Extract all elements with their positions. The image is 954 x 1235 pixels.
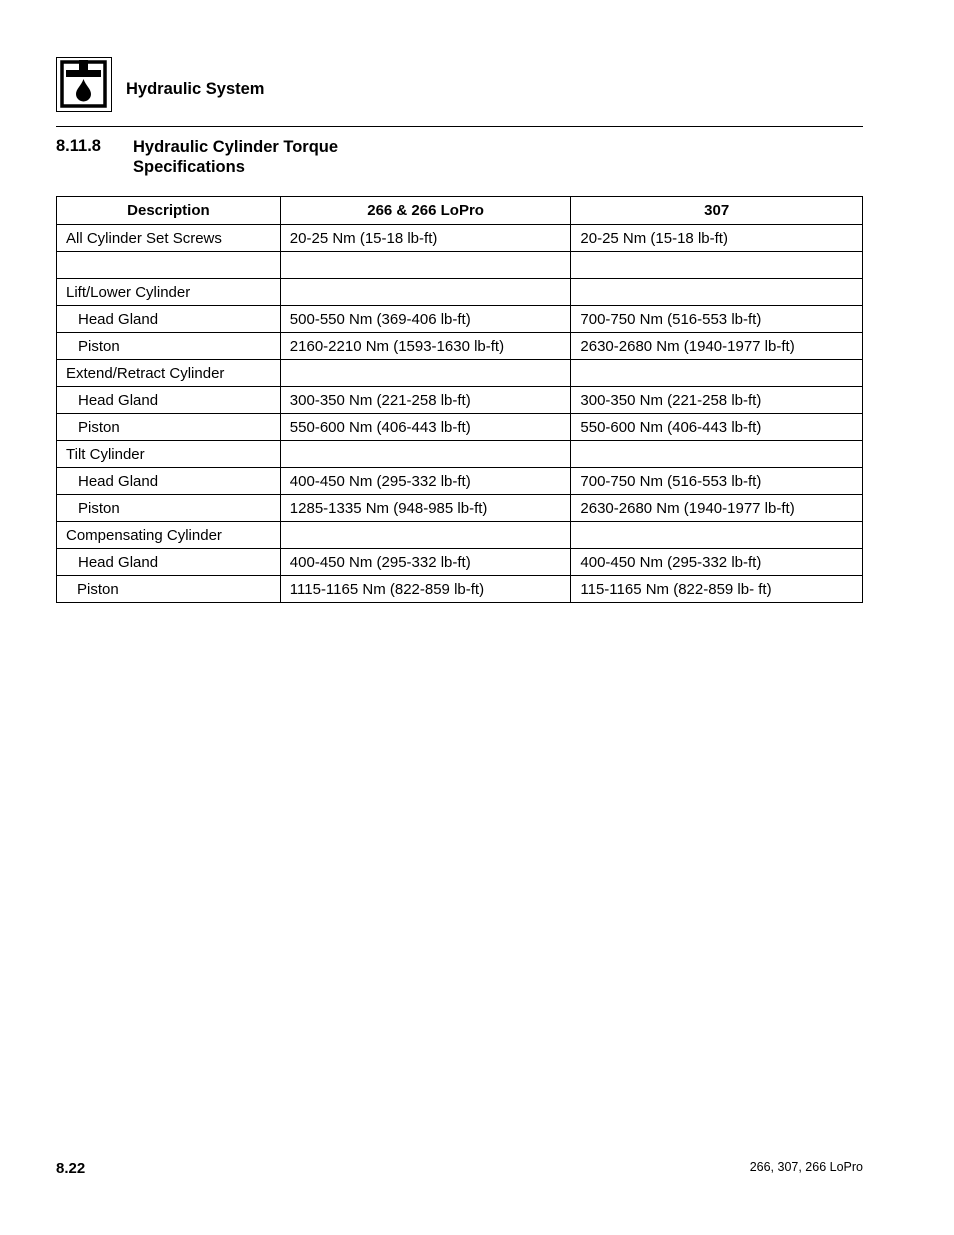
spec-266-cell (280, 252, 571, 279)
spec-307-cell (571, 522, 863, 549)
description-cell: Head Gland (57, 306, 281, 333)
spec-307-cell: 2630-2680 Nm (1940-1977 lb-ft) (571, 495, 863, 522)
table-row (57, 360, 863, 387)
table-row (57, 225, 863, 252)
footer-models: 266, 307, 266 LoPro (749, 1160, 863, 1174)
description-cell: Piston (57, 576, 281, 603)
column-header-266: 266 & 266 LoPro (280, 197, 571, 225)
spec-307-cell (571, 441, 863, 468)
spec-266-cell (280, 441, 571, 468)
spec-307-cell (571, 279, 863, 306)
section-title-line1: Hydraulic Cylinder Torque (133, 138, 339, 156)
spec-266-cell: 400-450 Nm (295-332 lb-ft) (280, 549, 571, 576)
table-header-row (57, 197, 863, 225)
section-title-line2: Specifications (133, 158, 245, 176)
spec-266-cell: 1115-1165 Nm (822-859 lb-ft) (280, 576, 571, 603)
description-cell: Head Gland (57, 549, 281, 576)
description-cell: Piston (57, 414, 281, 441)
description-cell: Head Gland (57, 387, 281, 414)
page-number: 8.22 (56, 1160, 86, 1177)
header-divider (56, 126, 863, 127)
table-row (57, 522, 863, 549)
spec-307-cell: 550-600 Nm (406-443 lb-ft) (571, 414, 863, 441)
table-row (57, 441, 863, 468)
column-header-description: Description (57, 197, 281, 225)
description-cell (57, 252, 281, 279)
description-cell: Lift/Lower Cylinder (57, 279, 281, 306)
table-row (57, 387, 863, 414)
spec-307-cell (571, 360, 863, 387)
spec-307-cell: 700-750 Nm (516-553 lb-ft) (571, 306, 863, 333)
spec-266-cell (280, 522, 571, 549)
table-row (57, 333, 863, 360)
table-row (57, 495, 863, 522)
description-cell: Compensating Cylinder (57, 522, 281, 549)
description-cell: All Cylinder Set Screws (57, 225, 281, 252)
description-cell: Piston (57, 495, 281, 522)
section-name: Hydraulic System (126, 80, 265, 98)
table-row (57, 252, 863, 279)
spec-307-cell: 115-1165 Nm (822-859 lb- ft) (571, 576, 863, 603)
spec-266-cell: 1285-1335 Nm (948-985 lb-ft) (280, 495, 571, 522)
spec-307-cell: 20-25 Nm (15-18 lb-ft) (571, 225, 863, 252)
description-cell: Head Gland (57, 468, 281, 495)
spec-266-cell: 300-350 Nm (221-258 lb-ft) (280, 387, 571, 414)
torque-spec-table (56, 196, 863, 603)
table-row (57, 549, 863, 576)
hydraulic-system-icon (56, 57, 112, 112)
section-title (133, 137, 338, 177)
column-header-307: 307 (571, 197, 863, 225)
spec-266-cell: 2160-2210 Nm (1593-1630 lb-ft) (280, 333, 571, 360)
section-number: 8.11.8 (56, 137, 101, 155)
table-row (57, 576, 863, 603)
spec-307-cell (571, 252, 863, 279)
spec-266-cell: 550-600 Nm (406-443 lb-ft) (280, 414, 571, 441)
spec-307-cell: 300-350 Nm (221-258 lb-ft) (571, 387, 863, 414)
spec-266-cell (280, 360, 571, 387)
spec-266-cell (280, 279, 571, 306)
table-row (57, 468, 863, 495)
table-row (57, 414, 863, 441)
spec-307-cell: 400-450 Nm (295-332 lb-ft) (571, 549, 863, 576)
description-cell: Tilt Cylinder (57, 441, 281, 468)
spec-307-cell: 2630-2680 Nm (1940-1977 lb-ft) (571, 333, 863, 360)
spec-307-cell: 700-750 Nm (516-553 lb-ft) (571, 468, 863, 495)
spec-266-cell: 500-550 Nm (369-406 lb-ft) (280, 306, 571, 333)
description-cell: Extend/Retract Cylinder (57, 360, 281, 387)
table-row (57, 306, 863, 333)
spec-266-cell: 20-25 Nm (15-18 lb-ft) (280, 225, 571, 252)
spec-266-cell: 400-450 Nm (295-332 lb-ft) (280, 468, 571, 495)
table-row (57, 279, 863, 306)
description-cell: Piston (57, 333, 281, 360)
